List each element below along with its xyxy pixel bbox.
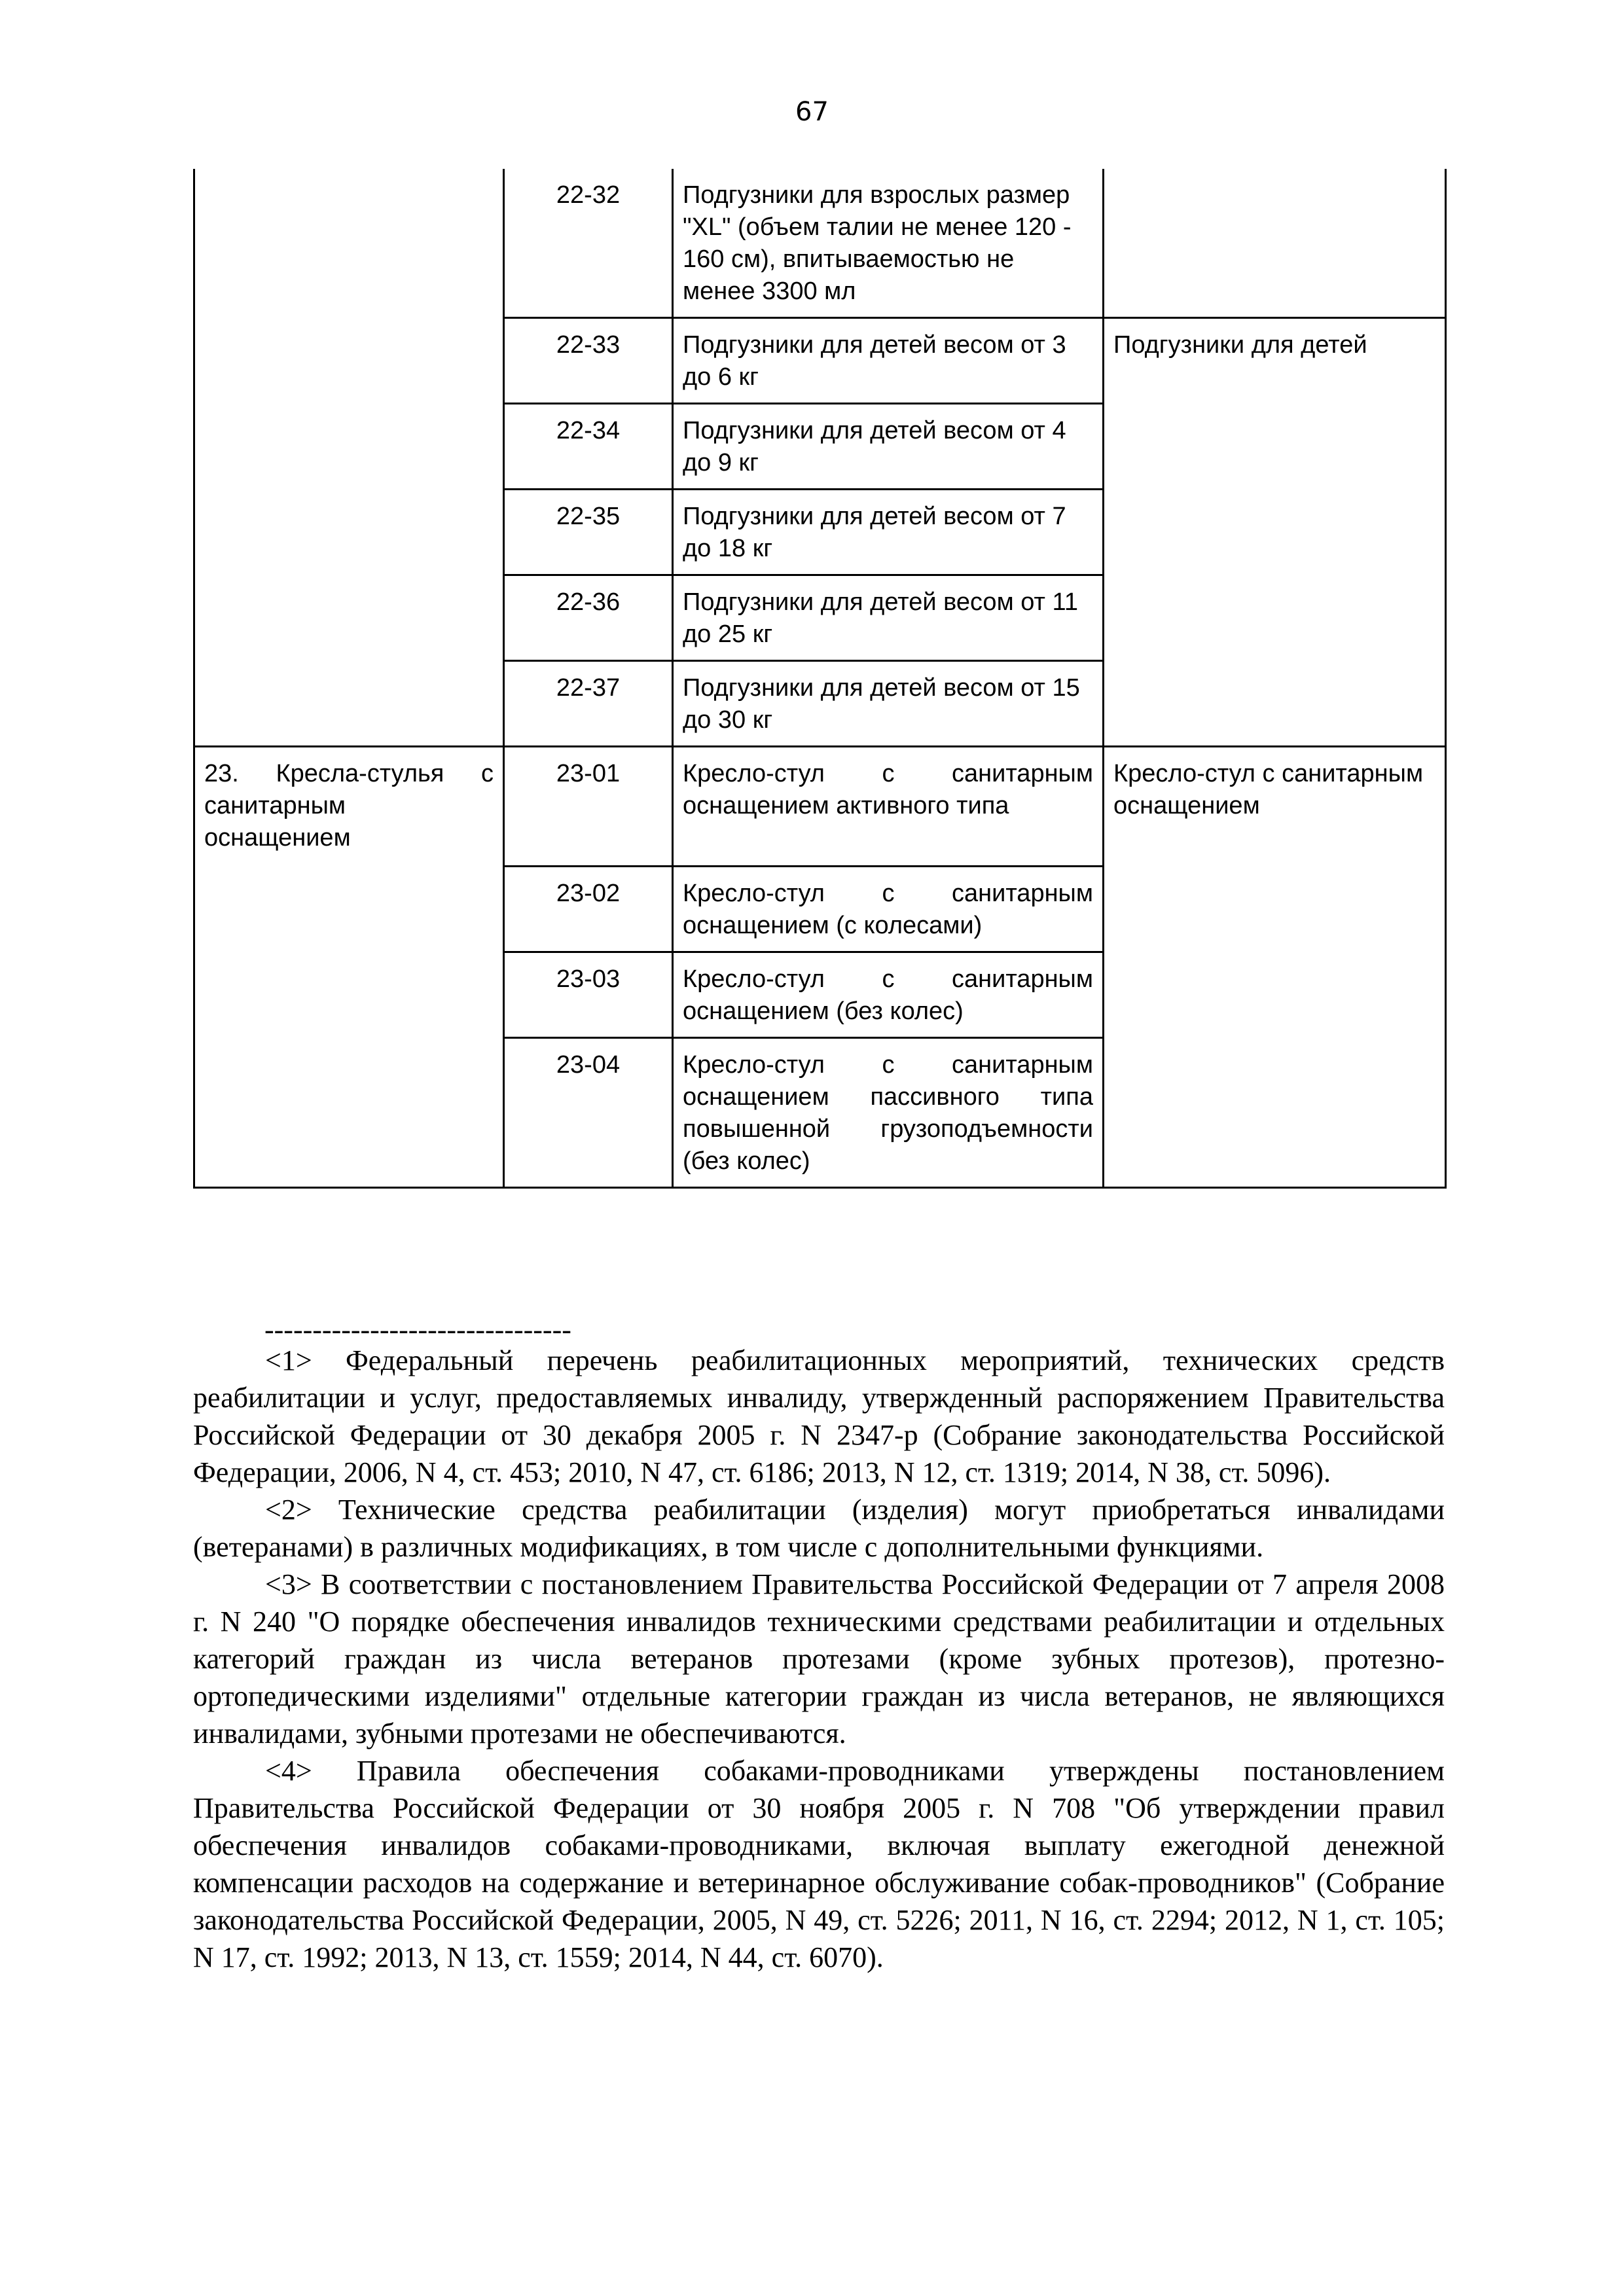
table-row [194,747,1446,867]
note-cell: Кресло-стул с санитарным оснащением [1104,747,1446,1188]
code-cell: 23-01 [504,747,673,867]
description-cell: Подгузники для детей весом от 11 до 25 кг [673,575,1104,661]
description-cell: Кресло-стул с санитарным оснащением активного типа [673,747,1104,867]
code-cell: 22-36 [504,575,673,661]
code-cell: 23-03 [504,952,673,1038]
group-cell: 23. Кресла-стулья с санитарным оснащением [194,747,504,1188]
code-cell: 22-34 [504,404,673,490]
code-cell: 23-04 [504,1038,673,1188]
code-cell: 22-33 [504,318,673,404]
note-cell [1104,169,1446,318]
footnote-separator: -------------------------------- [264,1314,571,1346]
description-cell: Подгузники для детей весом от 4 до 9 кг [673,404,1104,490]
footnote-2: <2> Технические средства реабилитации (изделия) могут приобретаться инвалидами (ветеранами) в различных модификациях, в том числе с дополнительными функциями. [193,1494,1445,1563]
code-cell: 23-02 [504,867,673,952]
description-cell: Подгузники для детей весом от 3 до 6 кг [673,318,1104,404]
page-number: 67 [795,97,829,127]
footnotes [193,1342,1445,1976]
footnote-1: <1> Федеральный перечень реабилитационных мероприятий, технических средств реабилитации и услуг, предоставляемых инвалиду, утвержденный распоряжением Правительства Российской Федерации от 30 декабря 2005 г. N 2347-р (Собрание законодательства Российской Федерации, 2006, N 4, ст. 453; 2010, N 47, ст. 6186; 2013, N 12, ст. 1319; 2014, N 38, ст. 5096). [193,1344,1445,1488]
footnote-4: <4> Правила обеспечения собаками-проводниками утверждены постановлением Правительства Российской Федерации от 30 ноября 2005 г. N 708 "Об утверждении правил обеспечения инвалидов собаками-проводниками, включая выплату ежегодной денежной компенсации расходов на содержание и ветеринарное обслуживание собак-проводников" (Собрание законодательства Российской Федерации, 2005, N 49, ст. 5226; 2011, N 16, ст. 2294; 2012, N 1, ст. 105; N 17, ст. 1992; 2013, N 13, ст. 1559; 2014, N 44, ст. 6070). [193,1755,1445,1973]
code-cell: 22-37 [504,661,673,747]
code-cell: 22-32 [504,169,673,318]
description-cell: Кресло-стул с санитарным оснащением (без колес) [673,952,1104,1038]
description-cell: Подгузники для взрослых размер "XL" (объем талии не менее 120 - 160 см), впитываемостью не менее 3300 мл [673,169,1104,318]
group-cell [194,169,504,747]
tsr-table [193,169,1447,1189]
description-cell: Подгузники для детей весом от 15 до 30 кг [673,661,1104,747]
description-cell: Подгузники для детей весом от 7 до 18 кг [673,490,1104,575]
footnote-3: <3> В соответствии с постановлением Правительства Российской Федерации от 7 апреля 2008 г. N 240 "О порядке обеспечения инвалидов техническими средствами реабилитации и отдельных категорий граждан из числа ветеранов протезами (кроме зубных протезов), протезно-ортопедическими изделиями" отдельные категории граждан из числа ветеранов, не являющихся инвалидами, зубными протезами не обеспечиваются. [193,1568,1445,1749]
note-cell: Подгузники для детей [1104,318,1446,747]
description-cell: Кресло-стул с санитарным оснащением (с колесами) [673,867,1104,952]
code-cell: 22-35 [504,490,673,575]
description-cell: Кресло-стул с санитарным оснащением пассивного типа повышенной грузоподъемности (без колес) [673,1038,1104,1188]
table-row [194,169,1446,318]
